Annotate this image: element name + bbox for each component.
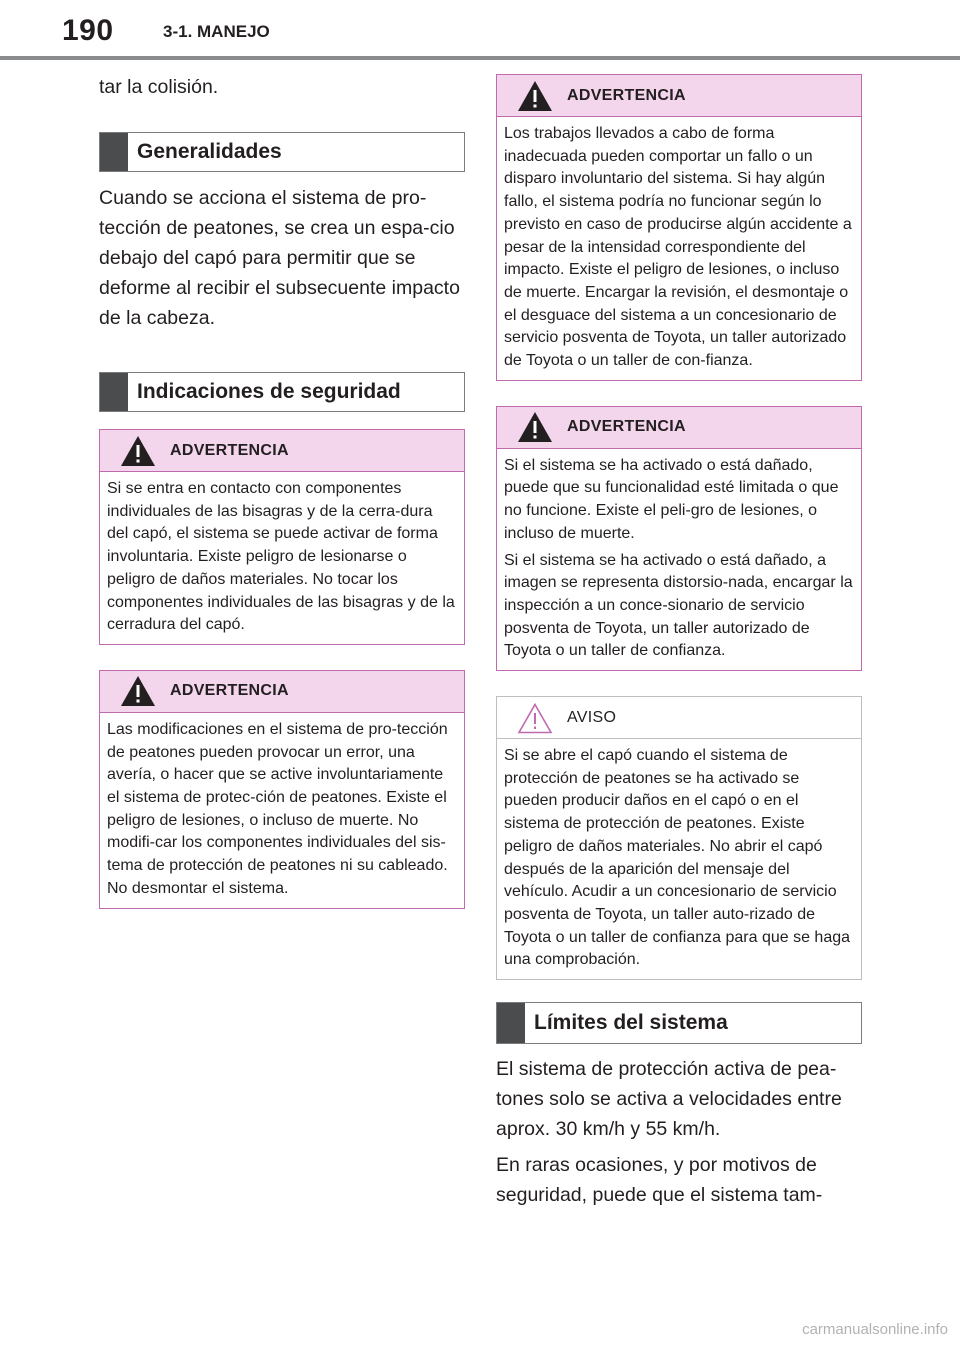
warning-triangle-icon [517,80,553,112]
warning-paragraph: Si se entra en contacto con componentes individuales de las bisagras y de la cerra-dura del capó, el sistema se puede activar de forma involuntaria. Existe peligro de lesionarse o peligro de daños materiales. No tocar los componentes individuales de las bisagras y de la cerradura del capó. [107,480,455,634]
warning-text [100,472,464,644]
limits-text: En raras ocasiones, y por motivos de seguridad, puede que el sistema tam- [496,1154,823,1207]
warning-box [99,670,465,909]
watermark: carmanualsonline.info [802,1321,948,1338]
heading-text: Generalidades [137,140,282,163]
heading-bar [100,133,128,171]
warning-triangle-icon [120,435,156,467]
warning-title: ADVERTENCIA [567,418,686,436]
warning-text [497,117,861,380]
warning-box [99,429,465,645]
heading-bar [497,1003,525,1043]
section-label: 3-1. MANEJO [163,22,270,41]
warning-box [496,406,862,671]
notice-box [496,696,862,980]
right-column [496,74,862,1210]
warning-paragraph: Las modificaciones en el sistema de pro-tección de peatones pueden provocar un error, una avería, o hacer que se active involuntariamente el sistema de protec-ción de peatones. Existe el peligro de lesiones, o incluso de muerte. No modifi-car los componentes individuales del sis-tema de protección de peatones ni su cableado. No desmontar el sistema. [107,720,448,897]
heading-generalidades [99,132,465,172]
warning-title: ADVERTENCIA [170,441,289,459]
heading-text: Límites del sistema [534,1011,728,1035]
heading-text: Indicaciones de seguridad [137,380,401,403]
warning-title: ADVERTENCIA [567,86,686,104]
notice-title: AVISO [567,708,617,726]
warning-header [100,671,464,713]
left-column [99,70,465,909]
notice-text [497,739,861,979]
heading-limites [496,1002,862,1044]
warning-paragraph: Los trabajos llevados a cabo de forma inadecuada pueden comportar un fallo o un disparo involuntario del sistema. Si hay algún fallo, el sistema podría no funcionar según lo previsto en caso de producirse algún accidente a pesar de la intensidad correspondiente del impacto. Existe el peligro de lesiones, o incluso de muerte. Encargar la revisión, el desmontaje o el desguace del sistema a un concesionario de servicio posventa de Toyota, un taller autorizado de Toyota o un taller de con-fianza. [504,125,852,370]
warning-text [497,449,861,670]
notice-header [497,697,861,739]
warning-title: ADVERTENCIA [170,682,289,700]
warning-triangle-icon [517,411,553,443]
warning-paragraph: Si el sistema se ha activado o está dañado, a imagen se representa distorsio-nada, encargar la inspección a un conce-sionario de servicio posventa de Toyota, un taller autorizado de Toyota o un taller de confianza. [504,551,853,660]
warning-header [497,407,861,449]
page-header [0,0,960,62]
warning-header [100,430,464,472]
warning-triangle-icon [120,675,156,707]
warning-header [497,75,861,117]
page-number: 190 [62,14,114,47]
notice-paragraph: Si se abre el capó cuando el sistema de protección de peatones se ha activado se pueden producir daños en el capó o en el sistema de protección de peatones. Existe peligro de daños materiales. No abrir el capó después de la aparición del mensaje del vehículo. Acudir a un concesionario de servicio posventa de Toyota, un taller auto-rizado de Toyota o un taller de confianza para que se haga una comprobación. [504,747,851,969]
general-text: Cuando se acciona el sistema de pro-tección de peatones, se crea un espa-cio debajo del capó para permitir que se deforme al recibir el subsecuente impacto de la cabeza. [99,187,460,329]
heading-bar [100,373,128,411]
header-rule [0,56,960,60]
caution-triangle-icon [517,702,553,734]
heading-indicaciones [99,372,465,412]
warning-box [496,74,862,381]
warning-text [100,713,464,908]
limits-text: El sistema de protección activa de pea-tones solo se activa a velocidades entre aprox. 30 km/h y 55 km/h. [496,1058,842,1141]
warning-paragraph: Si el sistema se ha activado o está dañado, puede que su funcionalidad esté limitada o que no funcione. Existe el peli-gro de lesiones, o incluso de muerte. [504,456,839,542]
intro-text: tar la colisión. [99,76,219,98]
